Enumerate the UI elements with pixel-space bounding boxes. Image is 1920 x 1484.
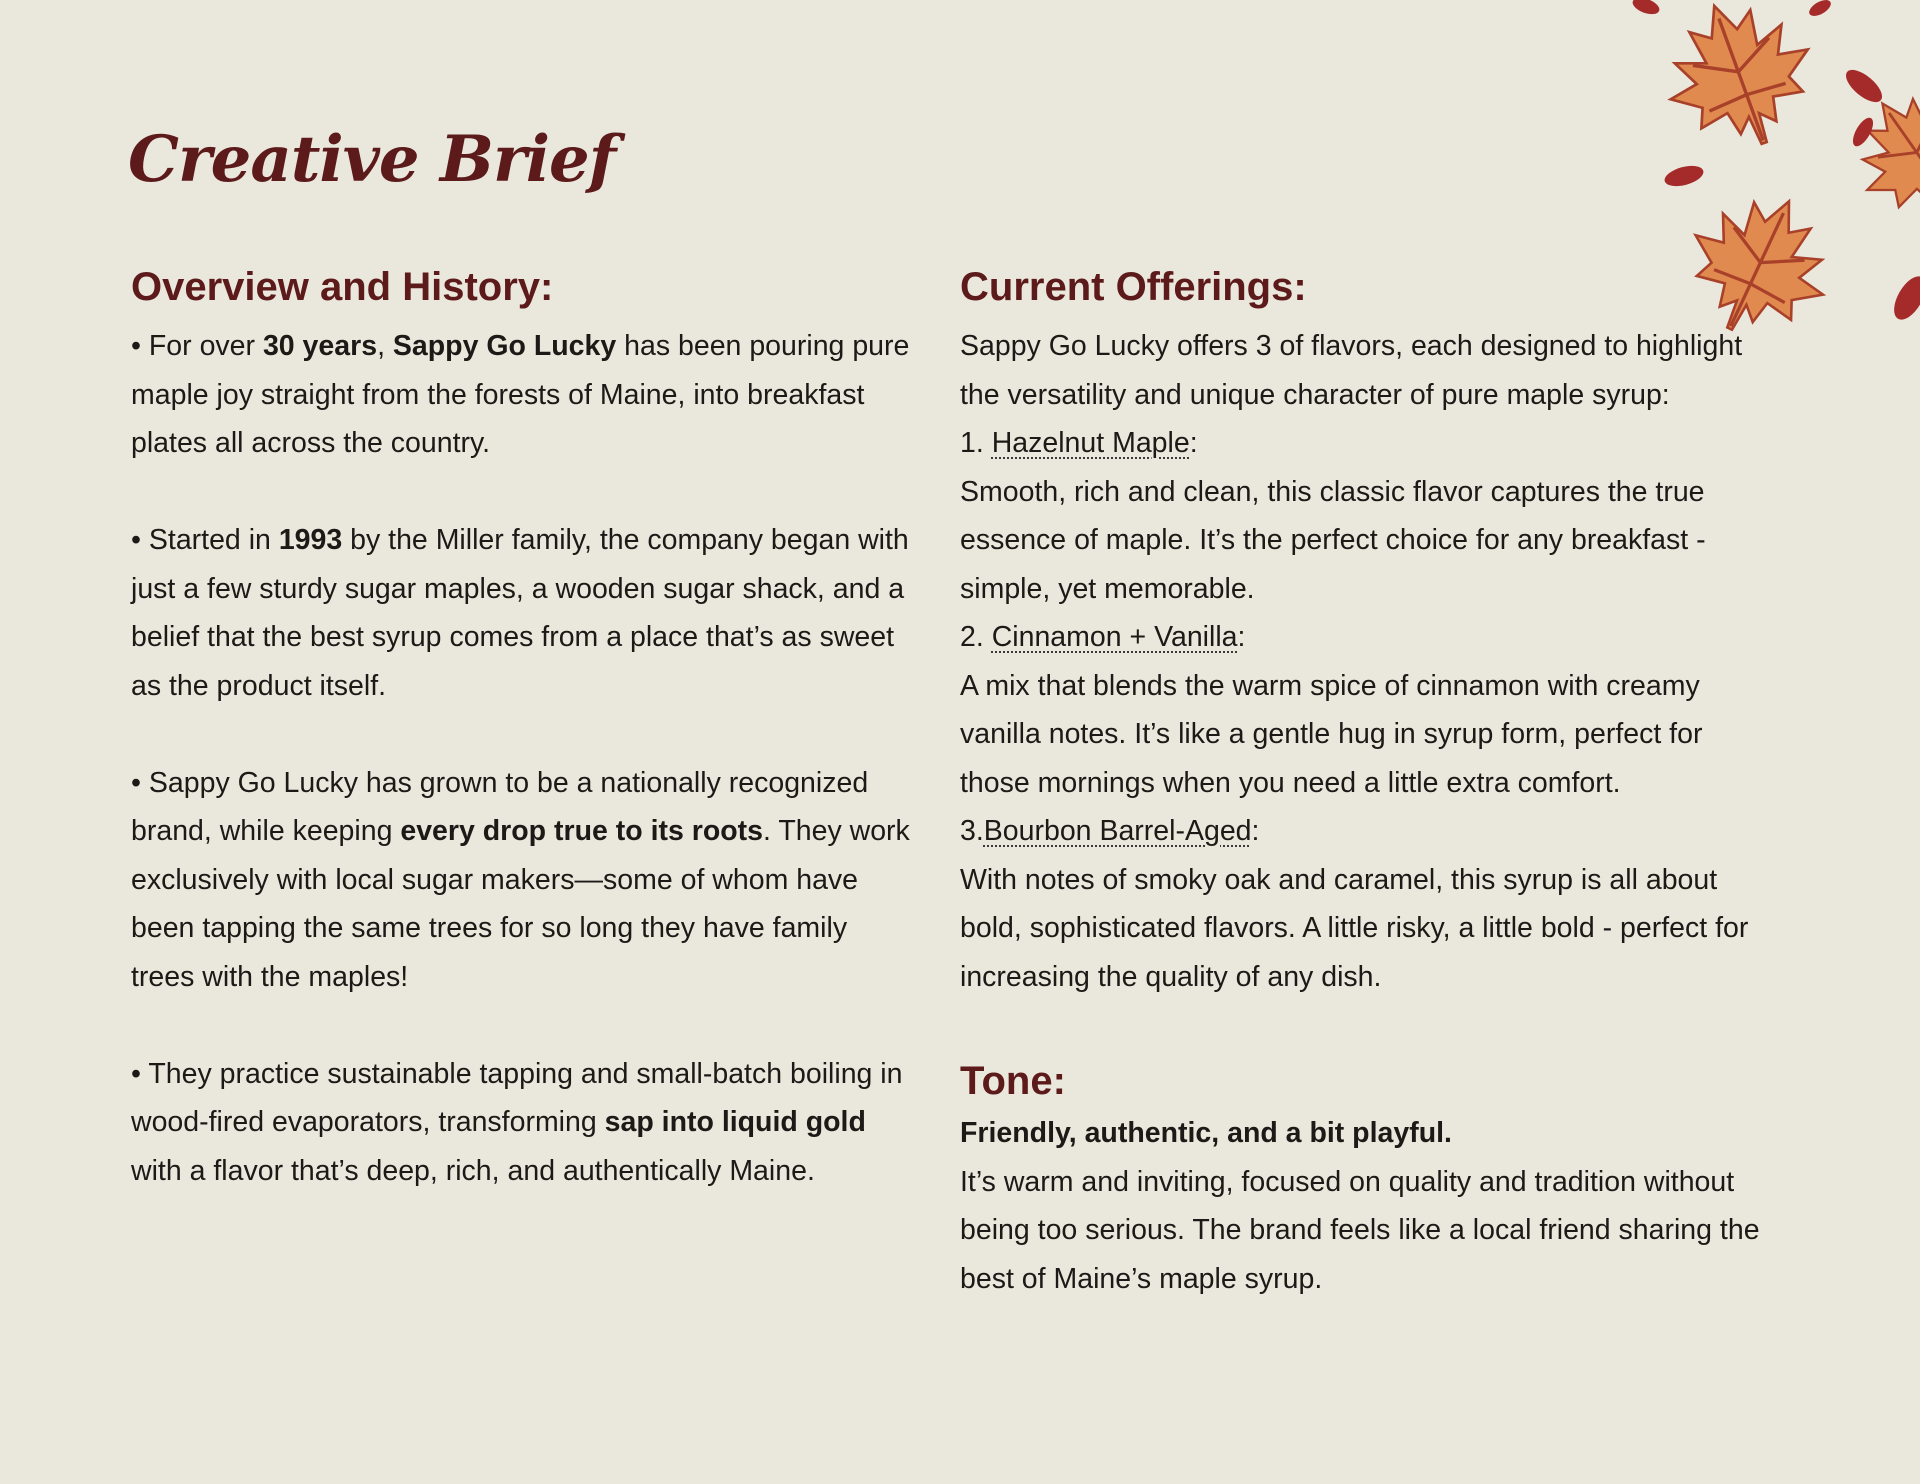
flavor-title bbox=[960, 613, 1780, 662]
tone-heading: Tone: bbox=[960, 1059, 1066, 1103]
overview-paragraph bbox=[131, 1050, 911, 1196]
flavor-item bbox=[960, 807, 1780, 1001]
paragraph-text: by the Miller family, the company began with just a few sturdy sugar maples, a wooden sugar shack, and a belief that the best syrup comes from a place that’s as sweet as the product itself. bbox=[131, 524, 909, 702]
flavor-item bbox=[960, 419, 1780, 613]
highlight-liquid-gold: sap into liquid gold bbox=[604, 1106, 866, 1138]
highlight-brand: Sappy Go Lucky bbox=[392, 330, 617, 362]
overview-paragraph bbox=[131, 759, 911, 1002]
paragraph-text: has been pouring pure maple joy straight from the forests of Maine, into breakfast plates all across the country. bbox=[131, 330, 910, 459]
paragraph-text: • Sappy Go Lucky has grown to be a nationally recognized brand, while keeping bbox=[131, 766, 869, 847]
flavor-number: 3. bbox=[960, 815, 984, 847]
offerings-heading: Current Offerings: bbox=[960, 265, 1307, 309]
offerings-section bbox=[960, 262, 1780, 1303]
offerings-intro: Sappy Go Lucky offers 3 of flavors, each designed to highlight the versatility and unique character of pure maple syrup: bbox=[960, 330, 1743, 411]
paragraph-text: • They practice sustainable tapping and small-batch boiling in wood-fired evaporators, transforming bbox=[131, 1057, 903, 1138]
paragraph-text: with a flavor that’s deep, rich, and authentically Maine. bbox=[131, 1154, 815, 1187]
overview-paragraph bbox=[131, 322, 911, 468]
paragraph-text: . They work exclusively with local sugar makers—some of whom have been tapping the same trees for so long they have family trees with the maples! bbox=[131, 815, 910, 993]
flavor-item bbox=[960, 613, 1780, 807]
flavor-title bbox=[960, 807, 1780, 856]
paragraph-text: , bbox=[377, 330, 393, 362]
tone-section bbox=[960, 1057, 1780, 1303]
flavor-name: Cinnamon + Vanilla bbox=[991, 621, 1238, 653]
paragraph-text: • Started in bbox=[131, 524, 279, 556]
flavor-name: Bourbon Barrel-Aged bbox=[983, 815, 1252, 847]
flavor-description: With notes of smoky oak and caramel, this syrup is all about bold, sophisticated flavors. A little risky, a little bold - perfect for increasing the quality of any dish. bbox=[960, 863, 1749, 993]
tone-summary: Friendly, authentic, and a bit playful. bbox=[960, 1117, 1452, 1149]
flavor-colon: : bbox=[1189, 427, 1198, 459]
offerings-body bbox=[960, 322, 1780, 1001]
highlight-roots: every drop true to its roots bbox=[400, 815, 764, 847]
flavor-description: A mix that blends the warm spice of cinnamon with creamy vanilla notes. It’s like a gentle hug in syrup form, perfect for those mornings when you need a little extra comfort. bbox=[960, 669, 1703, 799]
overview-heading: Overview and History: bbox=[131, 265, 554, 309]
flavor-description: Smooth, rich and clean, this classic flavor captures the true essence of maple. It’s the perfect choice for any breakfast - simple, yet memorable. bbox=[960, 475, 1706, 605]
flavor-title bbox=[960, 419, 1780, 468]
flavor-number: 2. bbox=[960, 621, 992, 653]
page-title: Creative Brief bbox=[128, 122, 616, 197]
overview-paragraph bbox=[131, 516, 911, 710]
flavor-number: 1. bbox=[960, 427, 992, 459]
highlight-year: 1993 bbox=[278, 524, 343, 556]
paragraph-text: • For over bbox=[131, 330, 263, 362]
flavor-name: Hazelnut Maple bbox=[991, 427, 1190, 459]
flavor-colon: : bbox=[1237, 621, 1246, 653]
flavor-colon: : bbox=[1251, 815, 1260, 847]
highlight-years: 30 years bbox=[262, 330, 378, 362]
tone-body bbox=[960, 1109, 1780, 1303]
overview-body bbox=[131, 322, 911, 1195]
overview-section bbox=[131, 262, 911, 1195]
tone-description: It’s warm and inviting, focused on quality and tradition without being too serious. The brand feels like a local friend sharing the best of Maine’s maple syrup. bbox=[960, 1165, 1760, 1295]
maple-leaf-icon bbox=[1646, 0, 1833, 168]
